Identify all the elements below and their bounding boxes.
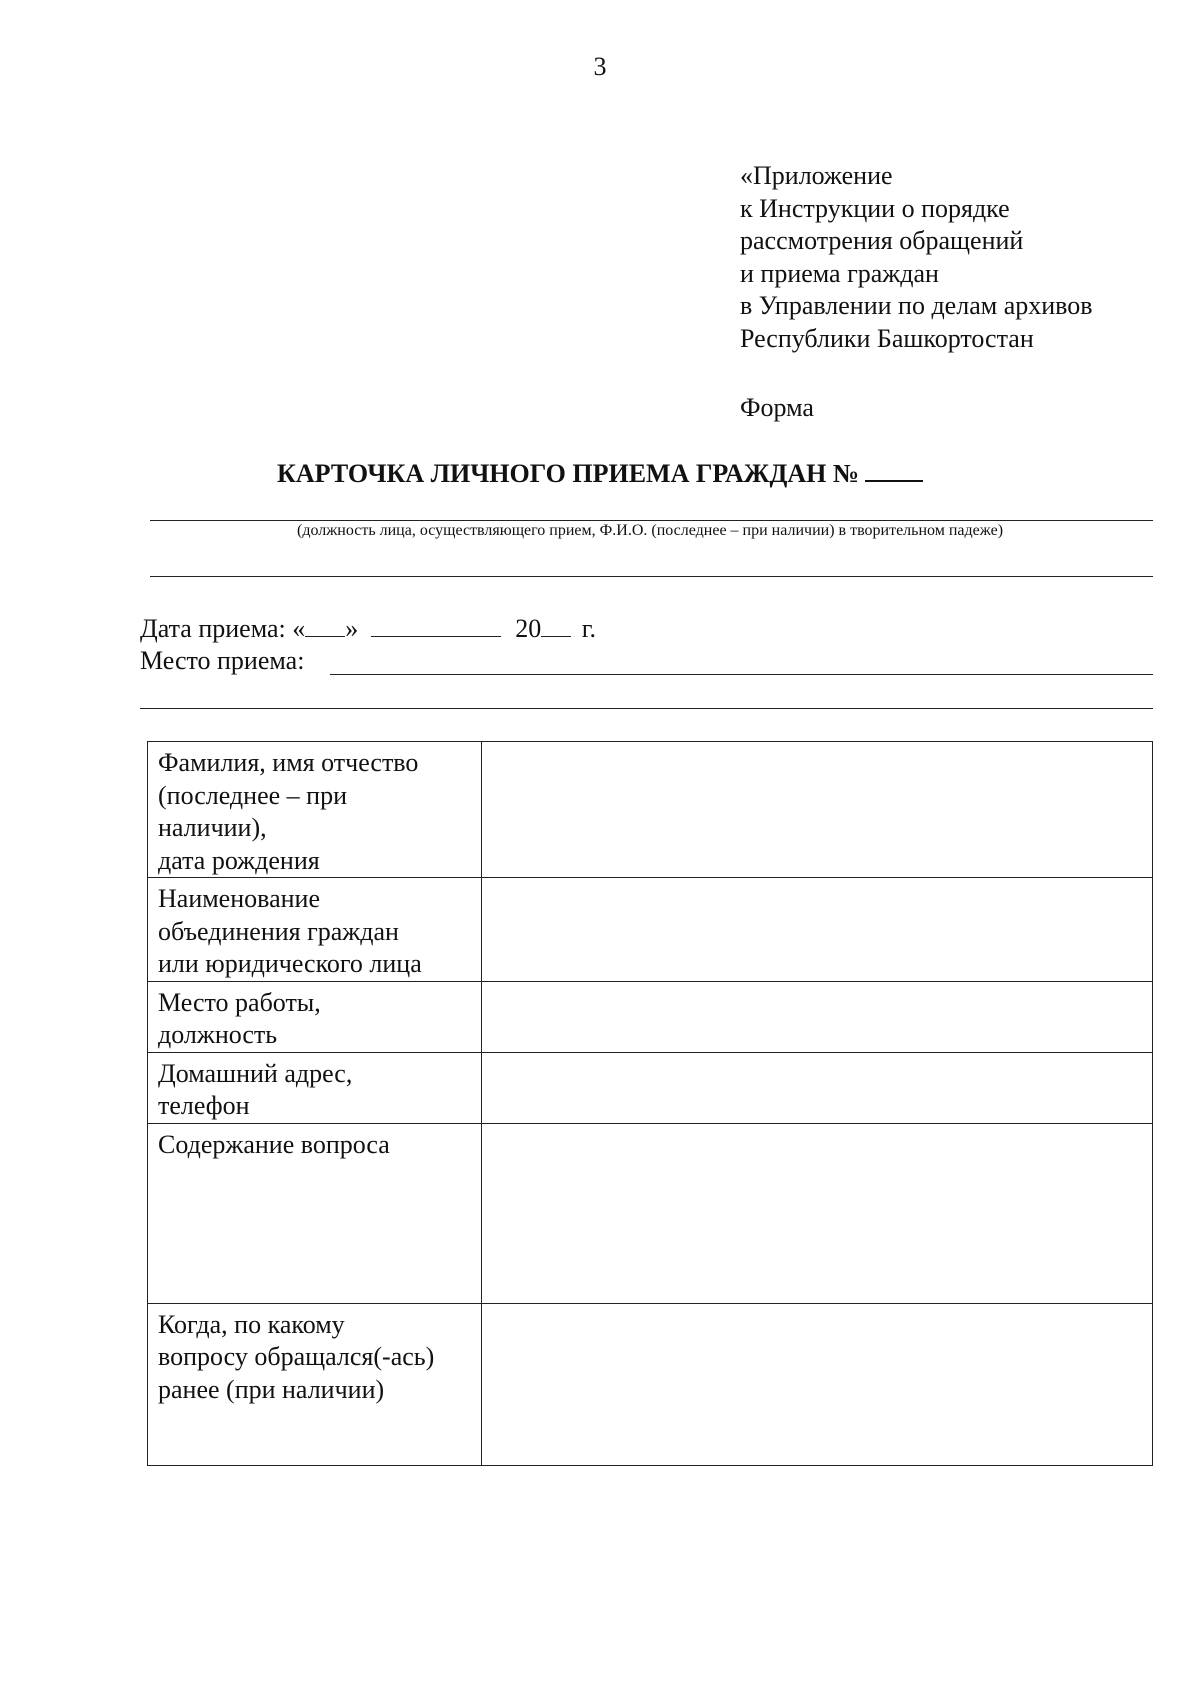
row-label [148, 981, 482, 1052]
table-row [148, 878, 1153, 982]
row-label-line: Наименование [158, 884, 320, 913]
row-label-line: Домашний адрес, [158, 1058, 353, 1088]
row-label-line: Когда, по какому [158, 1309, 345, 1339]
row-label-line: должность [158, 1020, 278, 1049]
row-label [148, 1303, 482, 1465]
appendix-line: и приема граждан [740, 258, 939, 288]
row-label-line: вопросу обращался(-ась) [158, 1342, 435, 1371]
year-blank[interactable] [541, 616, 571, 637]
month-blank[interactable] [371, 616, 501, 637]
row-label [148, 878, 482, 982]
row-label-line: Место работы, [158, 987, 321, 1017]
year-prefix: 20 [515, 614, 542, 643]
appendix-line: Республики Башкортостан [740, 323, 1034, 353]
appendix-line: в Управлении по делам архивов [740, 291, 1093, 320]
official-position-line-2[interactable] [150, 576, 1153, 577]
row-label-line: (последнее – при [158, 780, 347, 810]
page-number: 3 [593, 52, 607, 81]
appendix-line: рассмотрения обращений [740, 226, 1024, 255]
row-value-field[interactable] [482, 1052, 1153, 1123]
appendix-header [740, 160, 1093, 355]
row-value-field[interactable] [482, 981, 1153, 1052]
row-label [148, 742, 482, 878]
table-row [148, 742, 1153, 878]
date-quote-close: » [345, 614, 359, 643]
year-suffix: г. [581, 614, 596, 643]
document-title [0, 458, 1200, 489]
table-row [148, 981, 1153, 1052]
row-label-line: дата рождения [158, 845, 320, 875]
row-label [148, 1123, 482, 1303]
official-position-line[interactable] [150, 520, 1153, 521]
appendix-line: «Приложение [740, 161, 893, 190]
card-number-blank[interactable] [865, 458, 923, 482]
reception-date-label: Дата приема: « [140, 614, 306, 643]
row-value-field[interactable] [482, 1303, 1153, 1465]
table-row [148, 1123, 1153, 1303]
reception-card-table [147, 741, 1153, 1466]
row-label-line: Фамилия, имя отчество [158, 748, 419, 777]
table-row [148, 1052, 1153, 1123]
row-value-field[interactable] [482, 878, 1153, 982]
row-label-line: или юридического лица [158, 949, 422, 978]
reception-place-line [140, 646, 304, 676]
reception-place-label: Место приема: [140, 646, 305, 675]
row-label-line: ранее (при наличии) [158, 1374, 385, 1404]
row-label-line: телефон [158, 1091, 250, 1120]
table-row [148, 1303, 1153, 1465]
official-position-caption: (должность лица, осуществляющего прием, Ф.И.О. (последнее – при наличии) в творительном падеже) [296, 522, 1004, 539]
row-label-line: объединения граждан [158, 916, 399, 946]
day-blank[interactable] [305, 616, 345, 637]
row-value-field[interactable] [482, 1123, 1153, 1303]
appendix-line: к Инструкции о порядке [740, 193, 1010, 223]
reception-date-line [140, 614, 596, 644]
row-label-line: наличии), [158, 813, 267, 842]
row-label-line: Содержание вопроса [158, 1129, 390, 1159]
form-label: Форма [740, 393, 814, 422]
row-label [148, 1052, 482, 1123]
document-title-text: КАРТОЧКА ЛИЧНОГО ПРИЕМА ГРАЖДАН № [277, 459, 859, 488]
reception-place-blank-2[interactable] [140, 708, 1153, 709]
reception-place-blank[interactable] [330, 674, 1153, 675]
row-value-field[interactable] [482, 742, 1153, 878]
